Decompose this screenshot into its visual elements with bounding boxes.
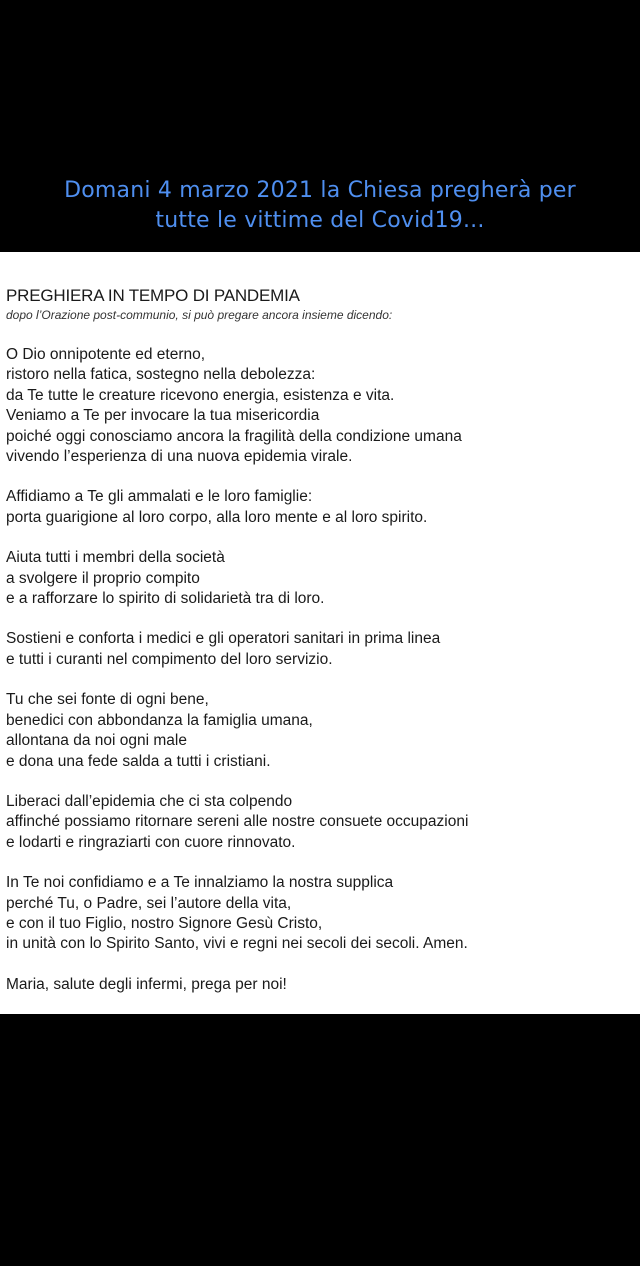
prayer-line: Tu che sei fonte di ogni bene,	[6, 691, 209, 709]
prayer-line: O Dio onnipotente ed eterno,	[6, 346, 206, 363]
prayer-line: affinché possiamo ritornare sereni alle nostre consuete occupazioni	[6, 813, 469, 831]
prayer-stanza	[6, 975, 634, 995]
prayer-stanza	[6, 548, 634, 609]
caption-line-2: tutte le vittime del Covid19...	[155, 208, 485, 233]
prayer-stanza	[6, 792, 634, 853]
prayer-stanza	[6, 487, 634, 528]
prayer-line: poiché oggi conosciamo ancora la fragilità della condizione umana	[6, 427, 462, 445]
prayer-line: e lodarti e ringraziarti con cuore rinnovato.	[6, 833, 296, 851]
prayer-line: Maria, salute degli infermi, prega per noi!	[6, 975, 287, 993]
prayer-line: e tutti i curanti nel compimento del loro servizio.	[6, 650, 333, 668]
document-subtitle: dopo l’Orazione post-communio, si può pregare ancora insieme dicendo:	[6, 308, 393, 322]
story-caption	[0, 176, 640, 236]
prayer-line: allontana da noi ogni male	[6, 732, 187, 750]
prayer-line: Sostieni e conforta i medici e gli operatori sanitari in prima linea	[6, 630, 441, 648]
prayer-document-content	[6, 285, 634, 1015]
caption-line-1: Domani 4 marzo 2021 la Chiesa pregherà per	[64, 178, 576, 203]
prayer-stanza	[6, 345, 634, 467]
prayer-line: da Te tutte le creature ricevono energia, esistenza e vita.	[6, 386, 395, 404]
prayer-stanza	[6, 873, 634, 955]
document-title: PREGHIERA IN TEMPO DI PANDEMIA	[6, 286, 300, 305]
bottom-black-band	[0, 1014, 640, 1266]
prayer-line: Veniamo a Te per invocare la tua misericordia	[6, 407, 320, 425]
prayer-line: e dona una fede salda a tutti i cristiani.	[6, 752, 271, 770]
prayer-body	[6, 345, 634, 995]
prayer-line: perché Tu, o Padre, sei l’autore della vita,	[6, 894, 292, 912]
prayer-line: vivendo l’esperienza di una nuova epidemia virale.	[6, 448, 353, 466]
prayer-line: a svolgere il proprio compito	[6, 569, 200, 587]
prayer-line: Affidiamo a Te gli ammalati e le loro famiglie:	[6, 488, 313, 506]
prayer-document-image	[0, 252, 640, 1014]
prayer-line: e a rafforzare lo spirito di solidarietà tra di loro.	[6, 590, 325, 608]
prayer-line: Liberaci dall’epidemia che ci sta colpendo	[6, 792, 293, 810]
prayer-line: In Te noi confidiamo e a Te innalziamo la nostra supplica	[6, 874, 394, 892]
prayer-stanza	[6, 690, 634, 772]
prayer-stanza	[6, 629, 634, 670]
prayer-line: e con il tuo Figlio, nostro Signore Gesù Cristo,	[6, 914, 323, 932]
prayer-line: Aiuta tutti i membri della società	[6, 549, 225, 567]
prayer-line: benedici con abbondanza la famiglia umana,	[6, 711, 313, 729]
prayer-line: porta guarigione al loro corpo, alla loro mente e al loro spirito.	[6, 508, 428, 526]
prayer-line: in unità con lo Spirito Santo, vivi e regni nei secoli dei secoli. Amen.	[6, 935, 468, 953]
prayer-line: ristoro nella fatica, sostegno nella debolezza:	[6, 366, 316, 384]
